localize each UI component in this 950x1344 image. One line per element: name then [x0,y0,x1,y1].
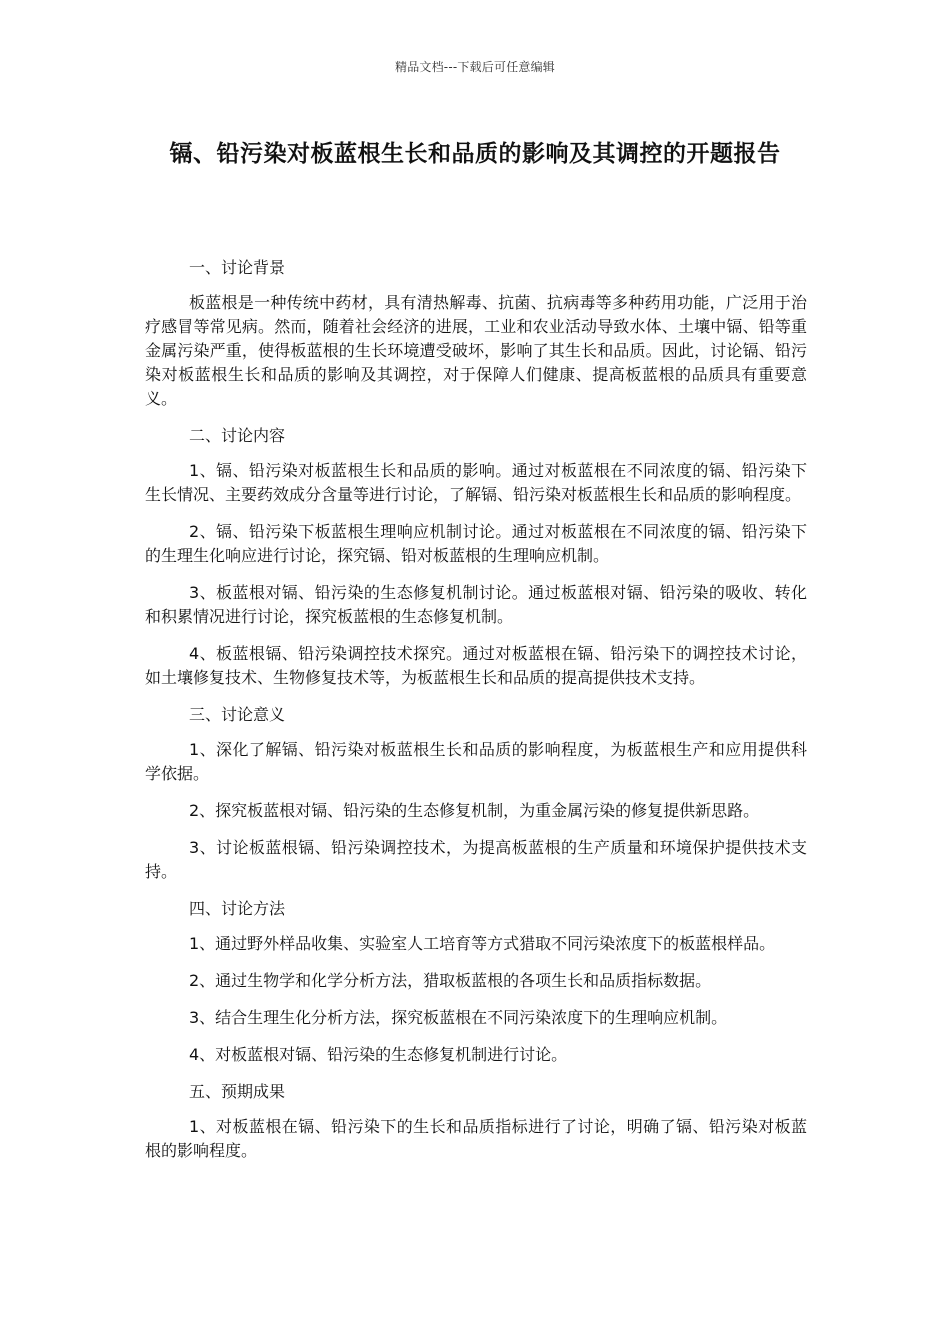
document-title: 镉、铅污染对板蓝根生长和品质的影响及其调控的开题报告 [169,141,781,167]
method-item: 3、结合生理生化分析方法，探究板蓝根在不同污染浓度下的生理响应机制。 [189,1008,728,1027]
method-item: 4、对板蓝根对镉、铅污染的生态修复机制进行讨论。 [189,1045,568,1064]
section-heading-methods: 四、讨论方法 [189,899,286,918]
content-item: 2、镉、铅污染下板蓝根生理响应机制讨论。通过对板蓝根在不同浓度的镉、铅污染下的生理生化响应进行讨论，探究镉、铅对板蓝根的生理响应机制。 [145,522,807,565]
section-heading-content: 二、讨论内容 [189,426,286,445]
section-heading-significance: 三、讨论意义 [189,705,286,724]
content-item: 3、板蓝根对镉、铅污染的生态修复机制讨论。通过板蓝根对镉、铅污染的吸收、转化和积累情况进行讨论，探究板蓝根的生态修复机制。 [145,583,807,626]
document-body [145,256,807,1176]
section-heading-background: 一、讨论背景 [189,258,286,277]
header-note: 精品文档---下载后可任意编辑 [395,60,555,74]
significance-item: 2、探究板蓝根对镉、铅污染的生态修复机制，为重金属污染的修复提供新思路。 [189,801,760,820]
outcome-item: 1、对板蓝根在镉、铅污染下的生长和品质指标进行了讨论，明确了镉、铅污染对板蓝根的影响程度。 [145,1117,807,1160]
method-item: 1、通过野外样品收集、实验室人工培育等方式猎取不同污染浓度下的板蓝根样品。 [189,934,776,953]
method-item: 2、通过生物学和化学分析方法，猎取板蓝根的各项生长和品质指标数据。 [189,971,712,990]
content-item: 1、镉、铅污染对板蓝根生长和品质的影响。通过对板蓝根在不同浓度的镉、铅污染下生长情况、主要药效成分含量等进行讨论，了解镉、铅污染对板蓝根生长和品质的影响程度。 [145,461,807,504]
section-heading-outcomes: 五、预期成果 [189,1082,286,1101]
background-paragraph: 板蓝根是一种传统中药材，具有清热解毒、抗菌、抗病毒等多种药用功能，广泛用于治疗感冒等常见病。然而，随着社会经济的进展，工业和农业活动导致水体、土壤中镉、铅等重金属污染严重，使得板蓝根的生长环境遭受破坏，影响了其生长和品质。因此，讨论镉、铅污染对板蓝根生长和品质的影响及其调控，对于保障人们健康、提高板蓝根的品质具有重要意义。 [145,293,807,408]
significance-item: 1、深化了解镉、铅污染对板蓝根生长和品质的影响程度，为板蓝根生产和应用提供科学依据。 [145,740,807,783]
significance-item: 3、讨论板蓝根镉、铅污染调控技术，为提高板蓝根的生产质量和环境保护提供技术支持。 [145,838,807,881]
content-item: 4、板蓝根镉、铅污染调控技术探究。通过对板蓝根在镉、铅污染下的调控技术讨论，如土壤修复技术、生物修复技术等，为板蓝根生长和品质的提高提供技术支持。 [145,644,807,687]
